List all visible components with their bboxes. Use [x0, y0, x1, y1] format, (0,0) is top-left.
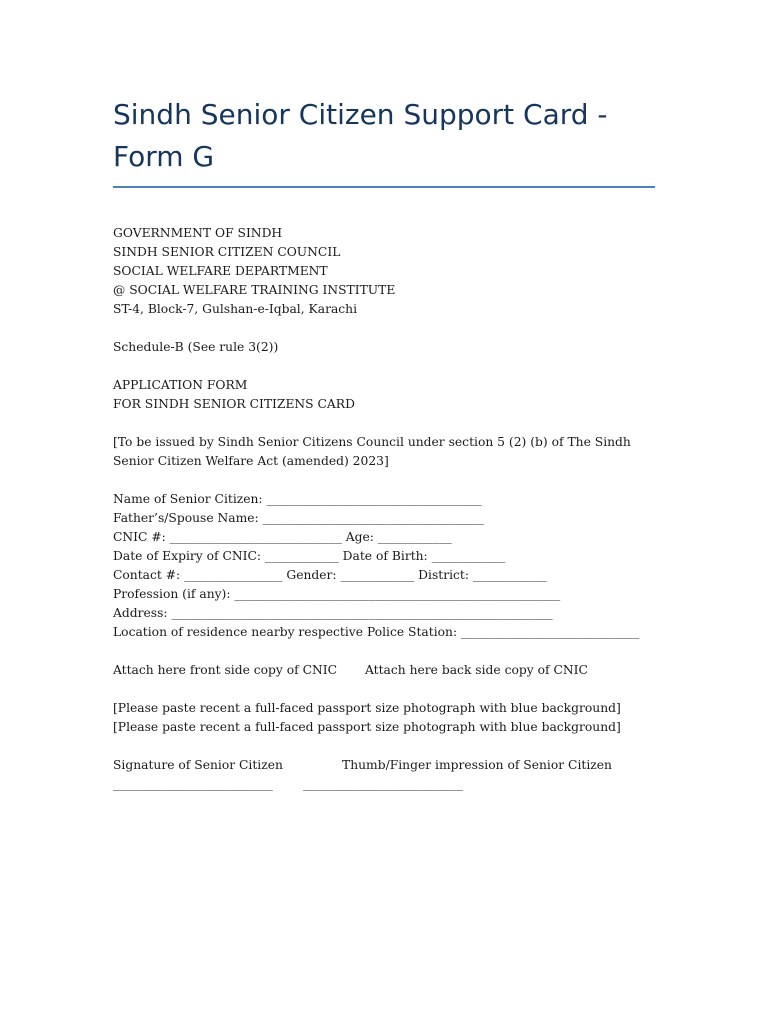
contact-gender-district-field[interactable]: Contact #: ________________ Gender: ____________ District: ____________ — [113, 568, 547, 582]
signature-line[interactable]: __________________________ — [113, 777, 273, 791]
application-line-1: APPLICATION FORM — [113, 378, 248, 392]
issued-note-block — [113, 433, 653, 471]
police-station-field[interactable]: Location of residence nearby respective Police Station: _____________________________ — [113, 625, 640, 639]
header-line: @ SOCIAL WELFARE TRAINING INSTITUTE — [113, 283, 396, 297]
header-line: SOCIAL WELFARE DEPARTMENT — [113, 264, 328, 278]
header-line: SINDH SENIOR CITIZEN COUNCIL — [113, 245, 341, 259]
header-line: ST-4, Block-7, Gulshan-e-Iqbal, Karachi — [113, 302, 358, 316]
thumb-impression-line[interactable]: __________________________ — [303, 777, 463, 791]
father-spouse-field[interactable]: Father’s/Spouse Name: ____________________________________ — [113, 511, 484, 525]
photo-note[interactable]: [Please paste recent a full-faced passport size photograph with blue background] — [113, 720, 621, 734]
issued-note: [To be issued by Sindh Senior Citizens Council under section 5 (2) (b) of The Sindh Senior Citizen Welfare Act (amended) 2023] — [113, 435, 631, 468]
profession-field[interactable]: Profession (if any): _____________________________________________________ — [113, 587, 561, 601]
schedule-block — [113, 338, 658, 357]
title-divider — [113, 186, 655, 188]
header-line: GOVERNMENT OF SINDH — [113, 226, 283, 240]
signature-lines-row — [113, 775, 658, 794]
photo-note[interactable]: [Please paste recent a full-faced passport size photograph with blue background] — [113, 701, 621, 715]
fields-block — [113, 490, 658, 642]
schedule-text: Schedule-B (See rule 3(2)) — [113, 340, 279, 354]
application-heading — [113, 376, 658, 414]
header-block — [113, 224, 658, 319]
application-line-2: FOR SINDH SENIOR CITIZENS CARD — [113, 397, 355, 411]
title-line-2: Form G — [113, 140, 215, 173]
photo-notes-block — [113, 699, 658, 737]
title-line-1: Sindh Senior Citizen Support Card - — [113, 98, 608, 131]
document-page — [113, 94, 658, 794]
expiry-dob-field[interactable]: Date of Expiry of CNIC: ____________ Date of Birth: ____________ — [113, 549, 506, 563]
name-field[interactable]: Name of Senior Citizen: ___________________________________ — [113, 492, 482, 506]
signature-label: Signature of Senior Citizen — [113, 758, 283, 772]
document-title — [113, 94, 658, 178]
address-field[interactable]: Address: ______________________________________________________________ — [113, 606, 553, 620]
attachments-row — [113, 661, 658, 680]
signatures-block — [113, 756, 658, 794]
signature-labels-row — [113, 756, 658, 775]
cnic-back-attach[interactable]: Attach here back side copy of CNIC — [365, 663, 588, 677]
thumb-impression-label: Thumb/Finger impression of Senior Citizen — [342, 758, 612, 772]
cnic-front-attach[interactable]: Attach here front side copy of CNIC — [113, 663, 338, 677]
cnic-age-field[interactable]: CNIC #: ____________________________ Age: ____________ — [113, 530, 452, 544]
document-body — [113, 224, 658, 794]
